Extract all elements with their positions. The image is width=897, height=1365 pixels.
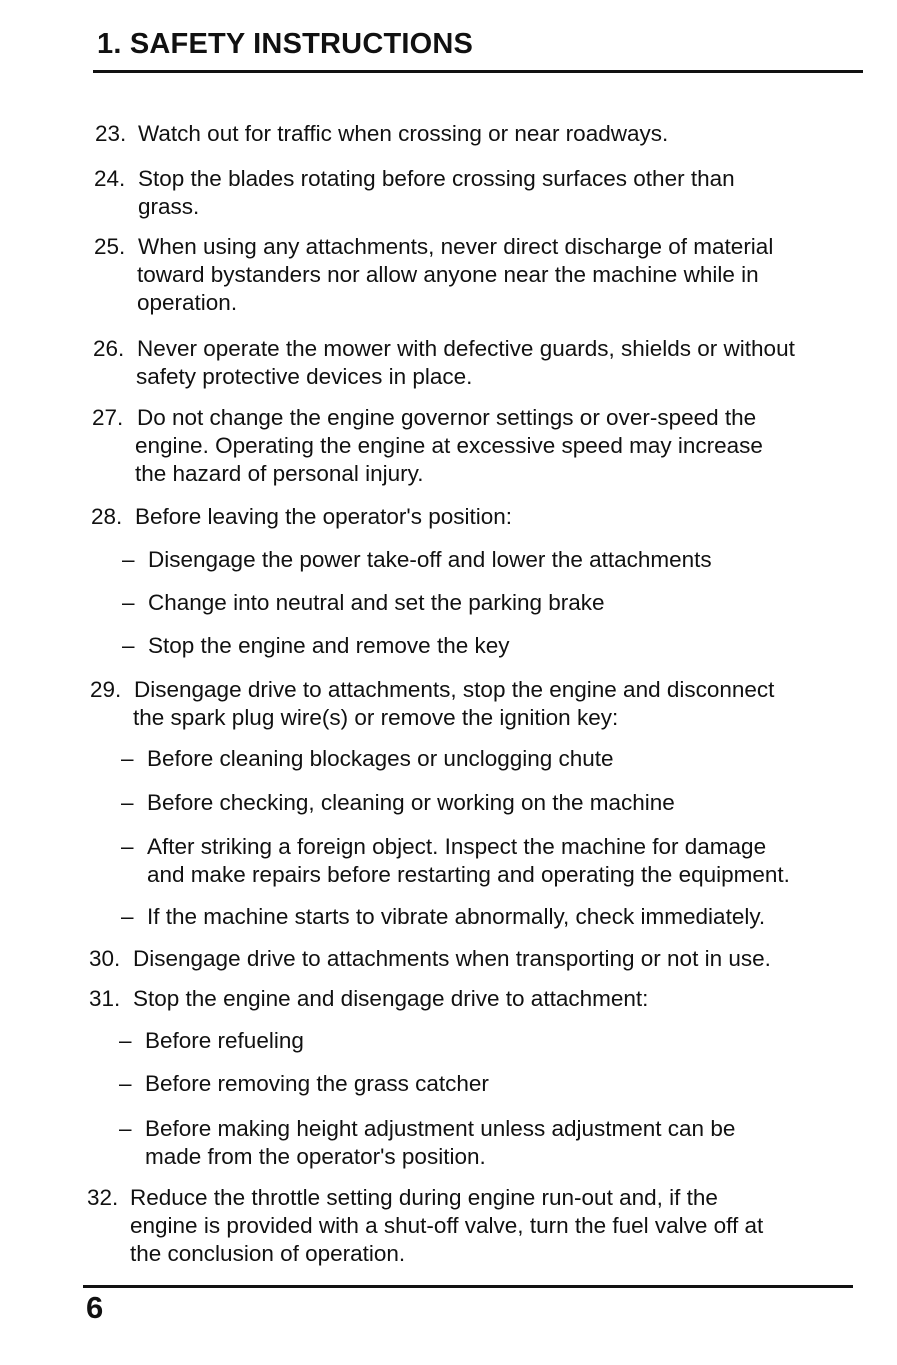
sub-list-item [122,589,605,617]
sub-list-item [122,632,510,660]
item-number: 29. [90,677,122,702]
item-text-continued: engine. Operating the engine at excessive speed may increase [135,433,763,458]
item-number: 30. [89,946,121,971]
list-item-30 [89,945,771,973]
list-item-29 [90,676,774,704]
sub-item-text: Before cleaning blockages or unclogging chute [147,746,614,771]
dash-bullet: – [122,590,135,615]
item-text-continued: the conclusion of operation. [130,1241,406,1266]
item-number: 28. [91,504,123,529]
item-number: 27. [92,405,124,430]
sub-item-text: Disengage the power take-off and lower the attachments [148,547,712,572]
item-text: Reduce the throttle setting during engine run-out and, if the [130,1185,718,1210]
dash-bullet: – [119,1028,132,1053]
item-text-continued: safety protective devices in place. [136,364,473,389]
sub-item-text: Before removing the grass catcher [145,1071,489,1096]
sub-list-item [121,789,675,817]
dash-bullet: – [121,834,134,859]
item-text: Do not change the engine governor settings or over-speed the [137,405,757,430]
item-text-continued: operation. [137,290,238,315]
sub-item-text: Change into neutral and set the parking brake [148,590,605,615]
list-item-28 [91,503,512,531]
item-number: 24. [94,166,126,191]
page-number: 6 [86,1290,104,1325]
dash-bullet: – [119,1116,132,1141]
list-item-23 [95,120,668,148]
dash-bullet: – [121,746,134,771]
item-text: Watch out for traffic when crossing or near roadways. [138,121,669,146]
item-text-continued: toward bystanders nor allow anyone near the machine while in [137,262,759,287]
sub-list-item [119,1115,735,1143]
header-rule [93,70,863,73]
list-item-27 [92,404,756,432]
sub-list-item [121,833,766,861]
sub-item-text: Before refueling [145,1028,304,1053]
item-text: Stop the blades rotating before crossing surfaces other than [138,166,735,191]
sub-list-item [121,745,614,773]
item-text: Stop the engine and disengage drive to attachment: [133,986,649,1011]
sub-item-text-continued: made from the operator's position. [145,1144,486,1169]
item-text: Never operate the mower with defective guards, shields or without [137,336,795,361]
item-text: When using any attachments, never direct discharge of material [138,234,774,259]
list-item-26 [93,335,795,363]
sub-item-text: Stop the engine and remove the key [148,633,510,658]
item-text: Disengage drive to attachments, stop the engine and disconnect [134,677,775,702]
sub-item-text: If the machine starts to vibrate abnormally, check immediately. [147,904,766,929]
item-text: Before leaving the operator's position: [135,504,513,529]
item-text-continued: the hazard of personal injury. [135,461,424,486]
dash-bullet: – [122,633,135,658]
item-number: 26. [93,336,125,361]
list-item-24 [94,165,735,193]
list-item-32 [87,1184,718,1212]
item-number: 23. [95,121,127,146]
page-title: 1. SAFETY INSTRUCTIONS [97,28,474,60]
sub-list-item [119,1027,304,1055]
item-text-continued: the spark plug wire(s) or remove the ignition key: [133,705,619,730]
item-number: 25. [94,234,126,259]
sub-item-text-continued: and make repairs before restarting and operating the equipment. [147,862,790,887]
item-number: 32. [87,1185,119,1210]
item-text-continued: grass. [138,194,200,219]
sub-list-item [121,903,765,931]
dash-bullet: – [121,790,134,815]
sub-list-item [122,546,712,574]
sub-item-text: Before checking, cleaning or working on the machine [147,790,675,815]
sub-list-item [119,1070,489,1098]
dash-bullet: – [122,547,135,572]
dash-bullet: – [119,1071,132,1096]
list-item-31 [89,985,648,1013]
item-text-continued: engine is provided with a shut-off valve, turn the fuel valve off at [130,1213,764,1238]
item-number: 31. [89,986,121,1011]
list-item-25 [94,233,773,261]
footer-rule [83,1285,853,1288]
dash-bullet: – [121,904,134,929]
sub-item-text: Before making height adjustment unless adjustment can be [145,1116,736,1141]
item-text: Disengage drive to attachments when transporting or not in use. [133,946,771,971]
sub-item-text: After striking a foreign object. Inspect the machine for damage [147,834,767,859]
